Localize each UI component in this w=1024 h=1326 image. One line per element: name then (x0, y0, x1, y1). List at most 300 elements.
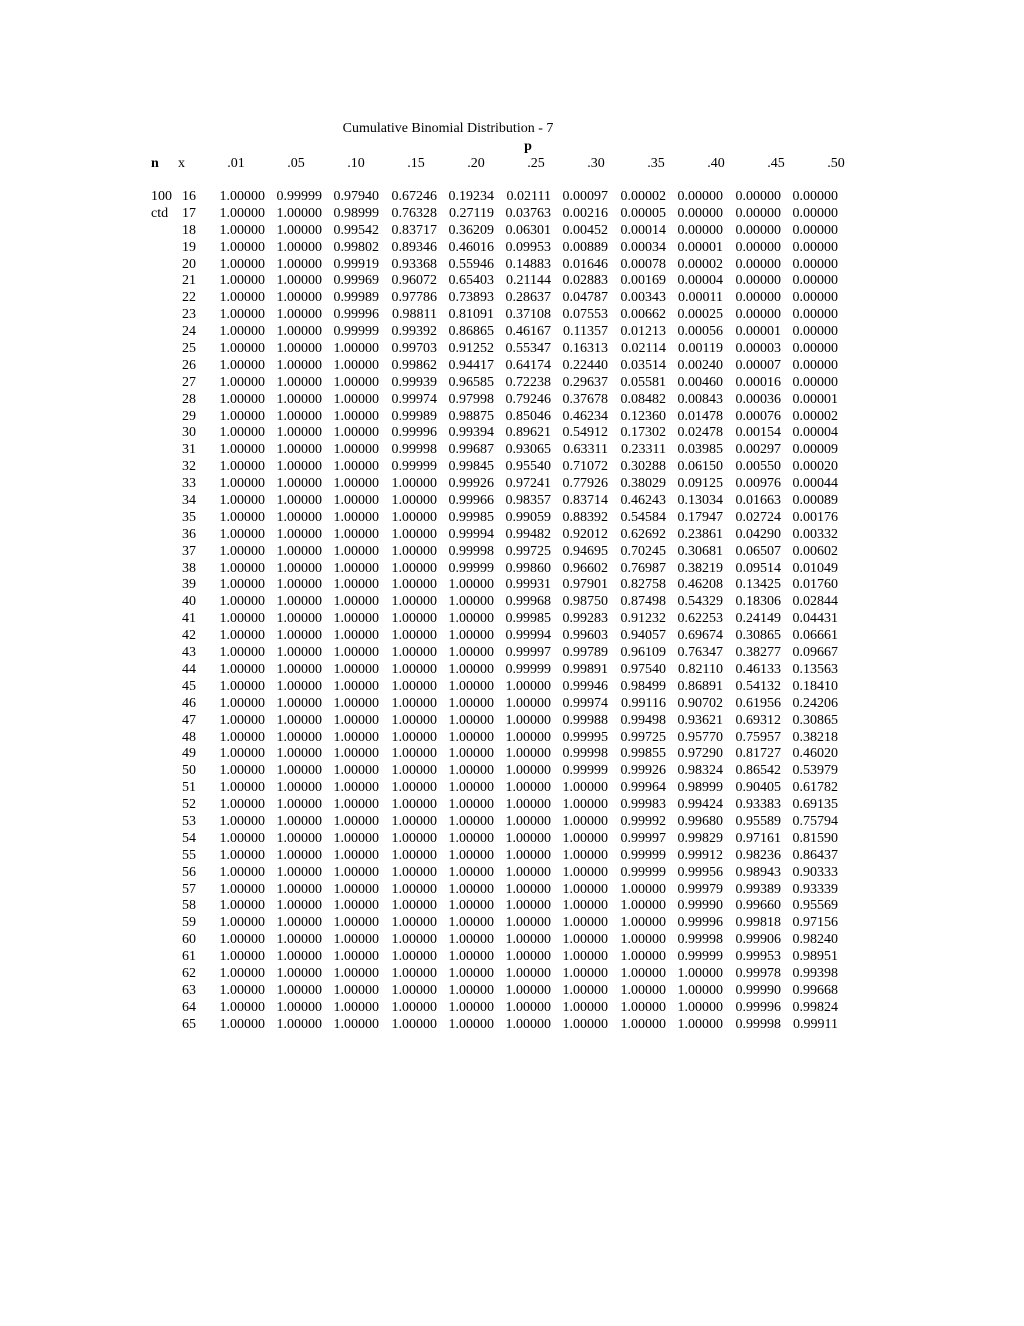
cell-value: 0.99999 (620, 847, 666, 863)
cell-value: 1.00000 (219, 324, 265, 340)
cell-value: 0.23311 (621, 442, 666, 458)
cell-value: 1.00000 (219, 712, 265, 728)
cell-x: 54 (182, 830, 196, 846)
cell-value: 0.99931 (505, 577, 551, 593)
cell-value: 0.55347 (505, 341, 551, 357)
table-row (0, 813, 1024, 830)
cell-value: 1.00000 (391, 695, 437, 711)
cell-value: 0.00976 (735, 476, 781, 492)
cell-value: 0.93065 (505, 442, 551, 458)
cell-value: 0.09667 (792, 645, 838, 661)
cell-x: 24 (182, 324, 196, 340)
cell-x: 23 (182, 307, 196, 323)
cell-value: 1.00000 (219, 830, 265, 846)
cell-value: 0.76987 (620, 560, 666, 576)
cell-value: 1.00000 (505, 813, 551, 829)
cell-value: 0.98999 (333, 205, 379, 221)
cell-value: 0.99398 (792, 965, 838, 981)
cell-value: 1.00000 (333, 729, 379, 745)
cell-value: 1.00000 (391, 813, 437, 829)
cell-value: 0.99964 (620, 780, 666, 796)
cell-value: 0.00240 (677, 357, 723, 373)
table-row (0, 222, 1024, 239)
cell-value: 1.00000 (333, 594, 379, 610)
cell-value: 0.91232 (620, 611, 666, 627)
cell-value: 0.00001 (735, 324, 781, 340)
cell-value: 1.00000 (276, 982, 322, 998)
cell-value: 0.27119 (449, 205, 494, 221)
cell-x: 38 (182, 560, 196, 576)
header-p-value: .10 (347, 156, 365, 171)
cell-value: 0.00002 (792, 408, 838, 424)
cell-value: 1.00000 (276, 628, 322, 644)
cell-value: 1.00000 (448, 813, 494, 829)
cell-value: 1.00000 (219, 391, 265, 407)
cell-value: 1.00000 (448, 577, 494, 593)
cell-x: 22 (182, 290, 196, 306)
cell-value: 0.08482 (620, 391, 666, 407)
cell-value: 1.00000 (219, 526, 265, 542)
cell-value: 1.00000 (276, 780, 322, 796)
cell-value: 1.00000 (276, 797, 322, 813)
cell-value: 1.00000 (219, 509, 265, 525)
cell-value: 0.00550 (735, 459, 781, 475)
cell-value: 0.00020 (792, 459, 838, 475)
cell-value: 0.09953 (505, 239, 551, 255)
cell-x: 19 (182, 239, 196, 255)
cell-value: 1.00000 (276, 543, 322, 559)
cell-value: 1.00000 (620, 932, 666, 948)
cell-value: 0.99911 (793, 1016, 838, 1032)
cell-value: 1.00000 (391, 915, 437, 931)
cell-value: 0.83717 (391, 222, 437, 238)
cell-value: 0.00000 (735, 205, 781, 221)
cell-value: 0.00007 (735, 357, 781, 373)
cell-value: 1.00000 (219, 543, 265, 559)
cell-value: 1.00000 (505, 881, 551, 897)
cell-value: 1.00000 (391, 611, 437, 627)
cell-value: 0.99995 (562, 729, 608, 745)
cell-value: 0.00000 (792, 239, 838, 255)
cell-value: 1.00000 (276, 493, 322, 509)
cell-value: 0.99116 (621, 695, 666, 711)
cell-value: 0.89346 (391, 239, 437, 255)
table-row (0, 458, 1024, 475)
cell-value: 1.00000 (333, 813, 379, 829)
cell-value: 1.00000 (219, 678, 265, 694)
cell-value: 0.99392 (391, 324, 437, 340)
cell-value: 0.00056 (677, 324, 723, 340)
cell-value: 0.99974 (562, 695, 608, 711)
cell-value: 1.00000 (391, 999, 437, 1015)
cell-value: 1.00000 (276, 813, 322, 829)
cell-value: 0.98811 (392, 307, 437, 323)
cell-value: 0.99996 (735, 999, 781, 1015)
cell-value: 1.00000 (562, 965, 608, 981)
cell-value: 0.00044 (792, 476, 838, 492)
cell-value: 0.99906 (735, 932, 781, 948)
cell-value: 1.00000 (276, 746, 322, 762)
cell-value: 0.82758 (620, 577, 666, 593)
cell-value: 0.00343 (620, 290, 666, 306)
cell-value: 0.28637 (505, 290, 551, 306)
cell-value: 0.00000 (735, 273, 781, 289)
cell-value: 1.00000 (391, 712, 437, 728)
cell-value: 1.00000 (276, 341, 322, 357)
cell-value: 0.30865 (792, 712, 838, 728)
cell-value: 0.00000 (735, 239, 781, 255)
cell-value: 1.00000 (620, 1016, 666, 1032)
cell-value: 0.99999 (677, 949, 723, 965)
cell-x: 40 (182, 594, 196, 610)
cell-value: 0.99996 (333, 307, 379, 323)
cell-value: 0.99725 (620, 729, 666, 745)
cell-value: 0.69312 (735, 712, 781, 728)
table-row (0, 762, 1024, 779)
cell-value: 0.97156 (792, 915, 838, 931)
cell-value: 0.01213 (620, 324, 666, 340)
cell-value: 1.00000 (391, 932, 437, 948)
cell-x: 27 (182, 374, 196, 390)
table-row (0, 779, 1024, 796)
cell-value: 0.81091 (448, 307, 494, 323)
table-row (0, 644, 1024, 661)
cell-value: 1.00000 (219, 476, 265, 492)
cell-x: 52 (182, 797, 196, 813)
cell-value: 0.99802 (333, 239, 379, 255)
cell-value: 0.99988 (562, 712, 608, 728)
cell-value: 1.00000 (333, 1016, 379, 1032)
cell-value: 1.00000 (276, 864, 322, 880)
cell-x: 53 (182, 813, 196, 829)
cell-value: 0.99845 (448, 459, 494, 475)
cell-value: 0.93339 (792, 881, 838, 897)
cell-value: 1.00000 (333, 678, 379, 694)
cell-value: 1.00000 (276, 374, 322, 390)
cell-value: 1.00000 (333, 932, 379, 948)
cell-value: 0.06507 (735, 543, 781, 559)
cell-value: 0.11357 (563, 324, 608, 340)
table-row (0, 357, 1024, 374)
cell-value: 0.93383 (735, 797, 781, 813)
cell-value: 0.89621 (505, 425, 551, 441)
cell-value: 0.99680 (677, 813, 723, 829)
table-row (0, 678, 1024, 695)
cell-value: 0.00003 (735, 341, 781, 357)
cell-value: 0.02478 (677, 425, 723, 441)
cell-value: 0.93621 (677, 712, 723, 728)
cell-value: 1.00000 (276, 999, 322, 1015)
cell-value: 1.00000 (391, 780, 437, 796)
cell-value: 0.99992 (620, 813, 666, 829)
cell-value: 1.00000 (448, 661, 494, 677)
cell-value: 1.00000 (276, 712, 322, 728)
cell-value: 0.97290 (677, 746, 723, 762)
cell-value: 0.97998 (448, 391, 494, 407)
cell-x: 31 (182, 442, 196, 458)
cell-value: 0.00001 (677, 239, 723, 255)
cell-value: 0.95589 (735, 813, 781, 829)
cell-value: 1.00000 (391, 526, 437, 542)
cell-value: 1.00000 (391, 678, 437, 694)
cell-value: 0.12360 (620, 408, 666, 424)
cell-value: 0.00000 (735, 256, 781, 272)
cell-value: 0.99997 (505, 645, 551, 661)
cell-value: 1.00000 (391, 577, 437, 593)
cell-value: 1.00000 (505, 864, 551, 880)
cell-value: 0.00000 (677, 205, 723, 221)
cell-value: 0.00154 (735, 425, 781, 441)
cell-value: 1.00000 (448, 982, 494, 998)
cell-value: 0.23861 (677, 526, 723, 542)
cell-value: 0.00000 (792, 374, 838, 390)
cell-value: 1.00000 (219, 425, 265, 441)
cell-value: 0.19234 (448, 189, 494, 204)
table-row (0, 475, 1024, 492)
cell-value: 1.00000 (333, 425, 379, 441)
table-row (0, 205, 1024, 222)
cell-value: 0.87498 (620, 594, 666, 610)
cell-value: 1.00000 (219, 560, 265, 576)
cell-value: 0.00662 (620, 307, 666, 323)
cell-value: 0.36209 (448, 222, 494, 238)
cell-value: 1.00000 (391, 746, 437, 762)
cell-value: 0.99862 (391, 357, 437, 373)
table-row (0, 188, 1024, 205)
cell-value: 0.54329 (677, 594, 723, 610)
cell-value: 1.00000 (333, 847, 379, 863)
cell-value: 1.00000 (333, 628, 379, 644)
cell-value: 0.00004 (677, 273, 723, 289)
cell-value: 0.00005 (620, 205, 666, 221)
cell-value: 1.00000 (562, 813, 608, 829)
cell-value: 1.00000 (505, 695, 551, 711)
table-row (0, 830, 1024, 847)
cell-value: 1.00000 (219, 374, 265, 390)
cell-value: 1.00000 (333, 374, 379, 390)
cell-value: 1.00000 (620, 898, 666, 914)
cell-value: 1.00000 (505, 999, 551, 1015)
table-row (0, 424, 1024, 441)
cell-n: ctd (151, 205, 169, 221)
cell-value: 1.00000 (276, 256, 322, 272)
cell-value: 1.00000 (333, 459, 379, 475)
table-row (0, 864, 1024, 881)
cell-value: 0.00000 (735, 222, 781, 238)
cell-value: 1.00000 (448, 999, 494, 1015)
table-row (0, 509, 1024, 526)
cell-value: 0.98357 (505, 493, 551, 509)
cell-value: 1.00000 (276, 442, 322, 458)
cell-value: 0.85046 (505, 408, 551, 424)
cell-value: 0.96072 (391, 273, 437, 289)
cell-value: 0.98236 (735, 847, 781, 863)
cell-value: 0.00460 (677, 374, 723, 390)
cell-x: 39 (182, 577, 196, 593)
table-row (0, 847, 1024, 864)
cell-value: 1.00000 (333, 560, 379, 576)
cell-value: 0.67246 (391, 189, 437, 204)
cell-value: 0.98750 (562, 594, 608, 610)
cell-value: 0.03985 (677, 442, 723, 458)
cell-value: 0.98875 (448, 408, 494, 424)
cell-value: 1.00000 (276, 476, 322, 492)
cell-value: 0.06301 (505, 222, 551, 238)
table-header-row (0, 155, 1024, 173)
cell-value: 1.00000 (276, 847, 322, 863)
cell-value: 1.00000 (219, 222, 265, 238)
cell-value: 1.00000 (448, 915, 494, 931)
cell-value: 1.00000 (391, 729, 437, 745)
cell-value: 0.38029 (620, 476, 666, 492)
cell-value: 1.00000 (333, 493, 379, 509)
cell-value: 0.99997 (620, 830, 666, 846)
cell-value: 1.00000 (219, 965, 265, 981)
cell-value: 1.00000 (448, 712, 494, 728)
cell-value: 1.00000 (276, 678, 322, 694)
cell-value: 1.00000 (333, 830, 379, 846)
table-row (0, 982, 1024, 999)
table-row (0, 408, 1024, 425)
table-row (0, 745, 1024, 762)
cell-value: 1.00000 (620, 982, 666, 998)
cell-value: 1.00000 (391, 661, 437, 677)
cell-value: 0.99999 (276, 189, 322, 204)
cell-value: 0.99660 (735, 898, 781, 914)
table-row (0, 323, 1024, 340)
cell-value: 1.00000 (562, 982, 608, 998)
cell-x: 64 (182, 999, 196, 1015)
cell-value: 0.99939 (391, 374, 437, 390)
cell-value: 0.99389 (735, 881, 781, 897)
cell-value: 0.99703 (391, 341, 437, 357)
cell-value: 1.00000 (333, 982, 379, 998)
cell-value: 0.86865 (448, 324, 494, 340)
cell-x: 17 (182, 205, 196, 221)
cell-value: 0.24149 (735, 611, 781, 627)
cell-x: 26 (182, 357, 196, 373)
cell-value: 1.00000 (391, 864, 437, 880)
cell-value: 1.00000 (505, 932, 551, 948)
cell-value: 0.00076 (735, 408, 781, 424)
cell-value: 1.00000 (276, 1016, 322, 1032)
cell-value: 0.09125 (677, 476, 723, 492)
cell-value: 0.17302 (620, 425, 666, 441)
cell-value: 0.37108 (505, 307, 551, 323)
table-body (0, 188, 1024, 1033)
table-row (0, 881, 1024, 898)
table-row (0, 931, 1024, 948)
cell-value: 0.90333 (792, 864, 838, 880)
cell-value: 1.00000 (276, 594, 322, 610)
cell-value: 1.00000 (333, 526, 379, 542)
cell-value: 1.00000 (620, 999, 666, 1015)
cell-value: 0.00000 (677, 222, 723, 238)
table-row (0, 526, 1024, 543)
cell-value: 1.00000 (219, 797, 265, 813)
cell-value: 1.00000 (505, 982, 551, 998)
cell-x: 46 (182, 695, 196, 711)
cell-x: 58 (182, 898, 196, 914)
cell-value: 1.00000 (276, 661, 322, 677)
cell-x: 44 (182, 661, 196, 677)
cell-value: 0.99998 (448, 543, 494, 559)
cell-value: 1.00000 (333, 881, 379, 897)
cell-value: 0.62692 (620, 526, 666, 542)
cell-value: 0.61956 (735, 695, 781, 711)
cell-value: 1.00000 (391, 949, 437, 965)
cell-value: 0.99953 (735, 949, 781, 965)
cell-value: 1.00000 (562, 864, 608, 880)
cell-value: 0.99829 (677, 830, 723, 846)
cell-value: 1.00000 (219, 408, 265, 424)
cell-value: 0.99855 (620, 746, 666, 762)
cell-value: 0.99968 (505, 594, 551, 610)
cell-value: 1.00000 (333, 898, 379, 914)
cell-value: 0.99998 (562, 746, 608, 762)
cell-value: 0.97940 (333, 189, 379, 204)
cell-value: 0.54584 (620, 509, 666, 525)
cell-value: 0.99603 (562, 628, 608, 644)
cell-value: 1.00000 (219, 695, 265, 711)
table-row (0, 391, 1024, 408)
cell-value: 1.00000 (620, 949, 666, 965)
cell-value: 0.00002 (620, 189, 666, 204)
cell-value: 0.00097 (562, 189, 608, 204)
cell-value: 0.99996 (391, 425, 437, 441)
cell-value: 1.00000 (276, 763, 322, 779)
cell-value: 0.46243 (620, 493, 666, 509)
cell-value: 1.00000 (219, 645, 265, 661)
cell-value: 1.00000 (448, 965, 494, 981)
cell-value: 0.00000 (792, 341, 838, 357)
header-p-value: .20 (467, 156, 485, 171)
cell-value: 0.97901 (562, 577, 608, 593)
cell-value: 0.46133 (735, 661, 781, 677)
cell-value: 1.00000 (219, 949, 265, 965)
p-axis-label: p (524, 139, 532, 154)
cell-value: 1.00000 (562, 999, 608, 1015)
cell-value: 1.00000 (219, 493, 265, 509)
cell-value: 1.00000 (505, 678, 551, 694)
cell-value: 0.38219 (677, 560, 723, 576)
cell-x: 16 (182, 189, 196, 204)
cell-value: 1.00000 (448, 678, 494, 694)
cell-value: 0.99725 (505, 543, 551, 559)
cell-value: 1.00000 (333, 357, 379, 373)
cell-value: 0.99983 (620, 797, 666, 813)
cell-value: 0.01478 (677, 408, 723, 424)
cell-value: 1.00000 (219, 273, 265, 289)
cell-value: 0.13563 (792, 661, 838, 677)
cell-value: 0.54132 (735, 678, 781, 694)
cell-value: 0.95770 (677, 729, 723, 745)
cell-value: 1.00000 (276, 949, 322, 965)
cell-value: 0.00332 (792, 526, 838, 542)
cell-value: 0.00000 (792, 222, 838, 238)
cell-value: 1.00000 (505, 1016, 551, 1032)
cell-value: 0.81727 (735, 746, 781, 762)
cell-value: 1.00000 (219, 594, 265, 610)
cell-value: 1.00000 (276, 830, 322, 846)
cell-value: 1.00000 (219, 780, 265, 796)
cell-value: 0.95540 (505, 459, 551, 475)
cell-value: 0.00452 (562, 222, 608, 238)
cell-value: 1.00000 (391, 476, 437, 492)
cell-value: 1.00000 (391, 594, 437, 610)
cell-value: 0.00297 (735, 442, 781, 458)
cell-value: 0.00001 (792, 391, 838, 407)
